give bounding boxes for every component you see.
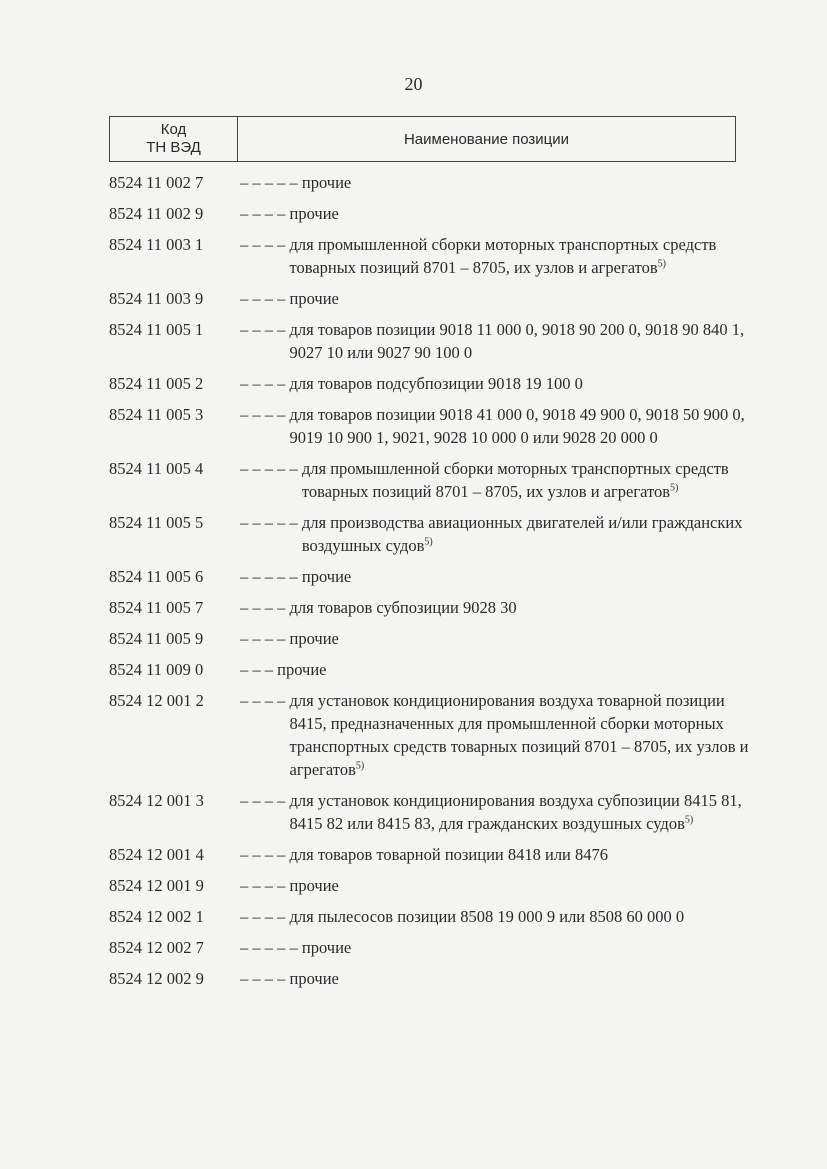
- row-code: 8524 11 005 6: [109, 567, 204, 586]
- table-row: [109, 372, 749, 395]
- row-code: 8524 11 005 9: [109, 629, 204, 648]
- footnote-ref: 5): [684, 814, 694, 826]
- row-text: [302, 171, 749, 194]
- row-dash-level: – – –: [240, 660, 278, 679]
- row-description: [240, 565, 749, 588]
- row-description: [240, 843, 749, 866]
- row-dash-level: – – – – –: [240, 513, 302, 532]
- table-row: [109, 874, 749, 897]
- row-code: 8524 11 005 5: [109, 513, 204, 532]
- row-dash-level: – – – –: [240, 629, 290, 648]
- footnote-ref: 5): [657, 258, 667, 270]
- row-description: [240, 318, 749, 364]
- row-text: [290, 596, 750, 619]
- row-text-content: для товаров подсубпозиции 9018 19 100 0: [289, 374, 583, 393]
- row-dash-level: – – – – –: [240, 459, 302, 478]
- footnote-ref: 5): [670, 482, 679, 494]
- row-description: [240, 457, 749, 503]
- row-text-content: для производства авиационных двигателей и/или гражданских воздушных судов: [301, 513, 743, 555]
- row-code: 8524 11 002 9: [109, 204, 204, 223]
- table-row: [109, 565, 749, 588]
- row-dash-level: – – – –: [240, 204, 290, 223]
- table-header: [109, 116, 736, 162]
- row-text-content: для промышленной сборки моторных транспортных средств товарных позиций 8701 – 8705, их узлов и агрегатов: [301, 459, 729, 501]
- row-text: [290, 967, 750, 990]
- row-code: 8524 12 001 4: [109, 845, 204, 864]
- footnote-ref: 5): [424, 536, 433, 548]
- table-row: [109, 287, 749, 310]
- row-text-content: прочие: [289, 629, 339, 648]
- row-code: 8524 11 005 7: [109, 598, 204, 617]
- footnote-ref: 5): [355, 760, 365, 772]
- row-dash-level: – – – –: [240, 235, 290, 254]
- row-text-content: прочие: [301, 567, 352, 586]
- row-text-content: прочие: [301, 173, 352, 192]
- row-description: [240, 202, 749, 225]
- row-code: 8524 11 003 9: [109, 289, 204, 308]
- row-code: 8524 11 005 4: [109, 459, 204, 478]
- row-text: [290, 874, 750, 897]
- row-dash-level: – – – –: [240, 289, 290, 308]
- row-code: 8524 11 009 0: [109, 660, 204, 679]
- row-dash-level: – – – – –: [240, 567, 302, 586]
- table-row: [109, 843, 749, 866]
- row-description: [240, 627, 749, 650]
- row-description: [240, 658, 749, 681]
- row-code: 8524 12 002 1: [109, 907, 204, 926]
- table-row: [109, 967, 749, 990]
- table-row: [109, 789, 749, 835]
- table-row: [109, 689, 749, 781]
- row-code: 8524 12 001 3: [109, 791, 204, 810]
- row-description: [240, 287, 749, 310]
- row-dash-level: – – – –: [240, 876, 290, 895]
- table-row: [109, 596, 749, 619]
- row-description: [240, 936, 749, 959]
- table-row: [109, 511, 749, 557]
- row-text: [290, 843, 750, 866]
- row-dash-level: – – – – –: [240, 173, 302, 192]
- row-text-content: для товаров субпозиции 9028 30: [289, 598, 517, 617]
- row-dash-level: – – – –: [240, 791, 290, 810]
- row-dash-level: – – – –: [240, 598, 290, 617]
- row-text: [277, 658, 749, 681]
- row-description: [240, 874, 749, 897]
- row-dash-level: – – – – –: [240, 938, 302, 957]
- row-dash-level: – – – –: [240, 405, 290, 424]
- table-row: [109, 905, 749, 928]
- row-text-content: для пылесосов позиции 8508 19 000 9 или 8508 60 000 0: [289, 907, 685, 926]
- table-body: [109, 171, 749, 998]
- row-text-content: прочие: [289, 204, 339, 223]
- row-dash-level: – – – –: [240, 969, 290, 988]
- row-dash-level: – – – –: [240, 907, 290, 926]
- table-row: [109, 202, 749, 225]
- row-text-content: для установок кондиционирования воздуха товарной позиции 8415, предназначенных для промышленной сборки моторных транспортных средств товарных позиций 8701 – 8705, их узлов и агрегатов: [289, 691, 749, 779]
- row-text: [290, 372, 750, 395]
- row-text-content: прочие: [289, 969, 339, 988]
- row-description: [240, 905, 749, 928]
- header-code-line2: ТН ВЭД: [146, 139, 201, 156]
- row-dash-level: – – – –: [240, 320, 290, 339]
- row-code: 8524 12 001 2: [109, 691, 204, 710]
- row-description: [240, 171, 749, 194]
- table-row: [109, 171, 749, 194]
- row-text: [290, 905, 750, 928]
- row-text-content: для товаров позиции 9018 11 000 0, 9018 90 200 0, 9018 90 840 1, 9027 10 или 9027 90 100 0: [289, 320, 745, 362]
- table-row: [109, 457, 749, 503]
- row-code: 8524 11 005 3: [109, 405, 204, 424]
- row-text-content: для товаров товарной позиции 8418 или 8476: [289, 845, 609, 864]
- row-text: [290, 403, 750, 449]
- row-code: 8524 12 001 9: [109, 876, 204, 895]
- row-text-content: для установок кондиционирования воздуха субпозиции 8415 81, 8415 82 или 8415 83, для гражданских воздушных судов: [289, 791, 742, 833]
- header-code-cell: [110, 117, 238, 161]
- row-text: [290, 789, 750, 835]
- row-text-content: для промышленной сборки моторных транспортных средств товарных позиций 8701 – 8705, их узлов и агрегатов: [289, 235, 717, 277]
- row-description: [240, 511, 749, 557]
- table-row: [109, 658, 749, 681]
- row-description: [240, 233, 749, 279]
- row-description: [240, 689, 749, 781]
- row-code: 8524 11 005 1: [109, 320, 204, 339]
- row-dash-level: – – – –: [240, 374, 290, 393]
- header-code-line1: Код: [160, 121, 187, 138]
- row-dash-level: – – – –: [240, 691, 290, 710]
- row-text: [302, 457, 749, 503]
- row-text: [290, 202, 750, 225]
- row-text: [290, 627, 750, 650]
- row-code: 8524 12 002 7: [109, 938, 204, 957]
- row-text: [290, 318, 750, 364]
- table-row: [109, 403, 749, 449]
- table-row: [109, 318, 749, 364]
- row-text-content: прочие: [301, 938, 352, 957]
- header-name-cell: Наименование позиции: [403, 130, 570, 148]
- table-row: [109, 627, 749, 650]
- row-text: [290, 233, 750, 279]
- row-text-content: для товаров позиции 9018 41 000 0, 9018 49 900 0, 9018 50 900 0, 9019 10 900 1, 9021, 9028 10 000 0 или 9028 20 000 0: [289, 405, 745, 447]
- page-number: 20: [404, 74, 423, 94]
- row-description: [240, 789, 749, 835]
- row-code: 8524 11 005 2: [109, 374, 204, 393]
- row-description: [240, 403, 749, 449]
- table-row: [109, 233, 749, 279]
- row-text: [302, 565, 749, 588]
- row-text-content: прочие: [277, 660, 327, 679]
- row-description: [240, 372, 749, 395]
- row-code: 8524 11 002 7: [109, 173, 204, 192]
- row-code: 8524 12 002 9: [109, 969, 204, 988]
- row-text-content: прочие: [289, 289, 339, 308]
- row-text: [302, 511, 749, 557]
- row-text-content: прочие: [289, 876, 339, 895]
- row-dash-level: – – – –: [240, 845, 290, 864]
- row-text: [302, 936, 749, 959]
- row-text: [290, 689, 750, 781]
- table-row: [109, 936, 749, 959]
- row-text: [290, 287, 750, 310]
- row-description: [240, 596, 749, 619]
- row-code: 8524 11 003 1: [109, 235, 204, 254]
- row-description: [240, 967, 749, 990]
